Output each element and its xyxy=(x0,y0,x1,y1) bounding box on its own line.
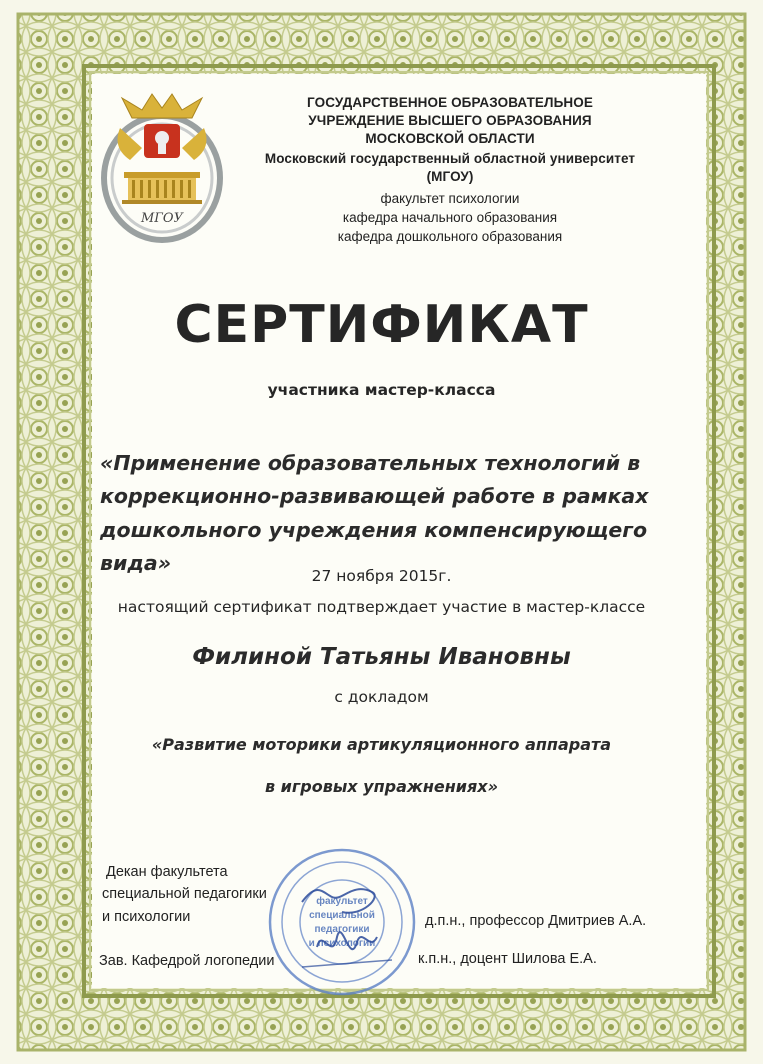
dean-role-line-3: и психологии xyxy=(102,909,191,925)
header-line-1: ГОСУДАРСТВЕННОЕ ОБРАЗОВАТЕЛЬНОЕ xyxy=(307,95,593,110)
emblem-label: МГОУ xyxy=(141,211,183,226)
dean-name: д.п.н., профессор Дмитриев А.А. xyxy=(425,913,647,929)
stamp-line-1: факультет xyxy=(316,896,368,907)
dean-role-line-2: специальной педагогики xyxy=(102,886,267,902)
header-line-5: (МГОУ) xyxy=(426,169,474,184)
official-stamp-icon xyxy=(262,842,422,1002)
header-line-6: факультет психологии xyxy=(380,191,520,206)
stamp-line-3: педагогики xyxy=(314,924,370,935)
dean-role-line-1: Декан факультета xyxy=(106,864,228,880)
topic-line-2: коррекционно-развивающей работе в рамках xyxy=(100,484,649,508)
header-line-2: УЧРЕЖДЕНИЕ ВЫСШЕГО ОБРАЗОВАНИЯ xyxy=(308,113,592,128)
head-role: Зав. Кафедрой логопедии xyxy=(99,953,275,969)
confirmation-text: настоящий сертификат подтверждает участие в мастер-классе xyxy=(117,598,646,616)
stamp-line-2: специальной xyxy=(309,910,375,921)
header-line-3: МОСКОВСКОЙ ОБЛАСТИ xyxy=(365,131,535,146)
head-name: к.п.н., доцент Шилова Е.А. xyxy=(418,951,597,967)
topic-line-1: «Применение образовательных технологий в xyxy=(100,451,641,475)
certificate-title: СЕРТИФИКАТ xyxy=(174,295,589,355)
with-report-text: с докладом xyxy=(334,688,429,706)
report-title-line-1: «Развитие моторики артикуляционного аппарата xyxy=(151,735,612,754)
header-line-4: Московский государственный областной университет xyxy=(264,151,636,166)
participant-name: Филиной Татьяны Ивановны xyxy=(192,644,571,670)
header-line-8: кафедра дошкольного образования xyxy=(337,229,563,244)
stamp-line-4: и психологии xyxy=(308,938,376,949)
header-line-7: кафедра начального образования xyxy=(342,210,558,225)
certificate-subtitle: участника мастер-класса xyxy=(267,381,496,399)
university-emblem-icon xyxy=(92,88,232,248)
topic-line-3: дошкольного учреждения компенсирующего вида» xyxy=(100,518,648,575)
report-title-line-2: в игровых упражнениях» xyxy=(264,777,498,796)
event-date: 27 ноября 2015г. xyxy=(311,567,452,585)
